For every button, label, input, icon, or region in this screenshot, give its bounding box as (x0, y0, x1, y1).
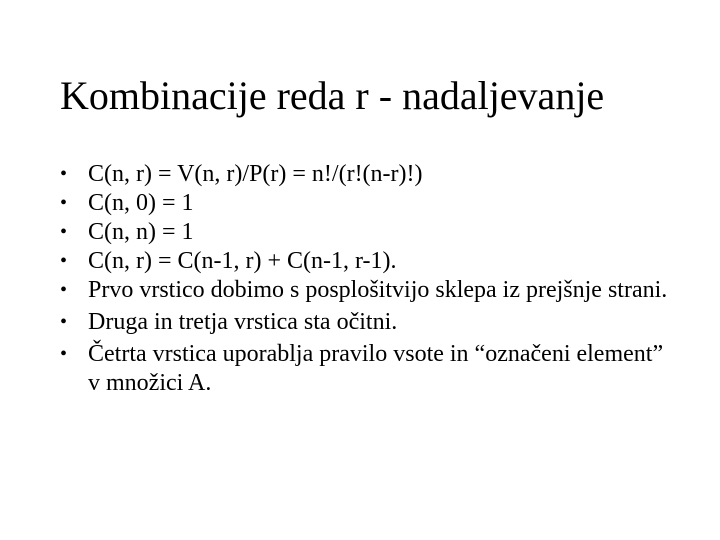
bullet-text: C(n, r) = V(n, r)/P(r) = n!/(r!(n-r)!) (88, 161, 423, 187)
bullet-icon: • (60, 221, 68, 243)
bullet-list (60, 160, 680, 398)
bullet-icon: • (60, 250, 68, 272)
bullet-item (60, 340, 680, 398)
bullet-text: Četrta vrstica uporablja pravilo vsote in “označeni element” v množici A. (88, 341, 664, 396)
bullet-icon: • (60, 343, 68, 365)
bullet-text: C(n, 0) = 1 (88, 190, 194, 216)
bullet-icon: • (60, 192, 68, 214)
bullet-text: Druga in tretja vrstica sta očitni. (88, 309, 398, 335)
bullet-item (60, 276, 680, 305)
slide-title: Kombinacije reda r - nadaljevanje (60, 73, 605, 118)
bullet-icon: • (60, 163, 68, 185)
bullet-icon: • (60, 311, 68, 333)
bullet-item (60, 160, 680, 189)
bullet-item (60, 189, 680, 218)
bullet-text: Prvo vrstico dobimo s posplošitvijo sklepa iz prejšnje strani. (88, 277, 668, 303)
bullet-item (60, 247, 680, 276)
bullet-item (60, 218, 680, 247)
bullet-text: C(n, r) = C(n-1, r) + C(n-1, r-1). (88, 248, 397, 274)
bullet-item (60, 308, 680, 337)
bullet-text: C(n, n) = 1 (88, 219, 194, 245)
bullet-icon: • (60, 279, 68, 301)
